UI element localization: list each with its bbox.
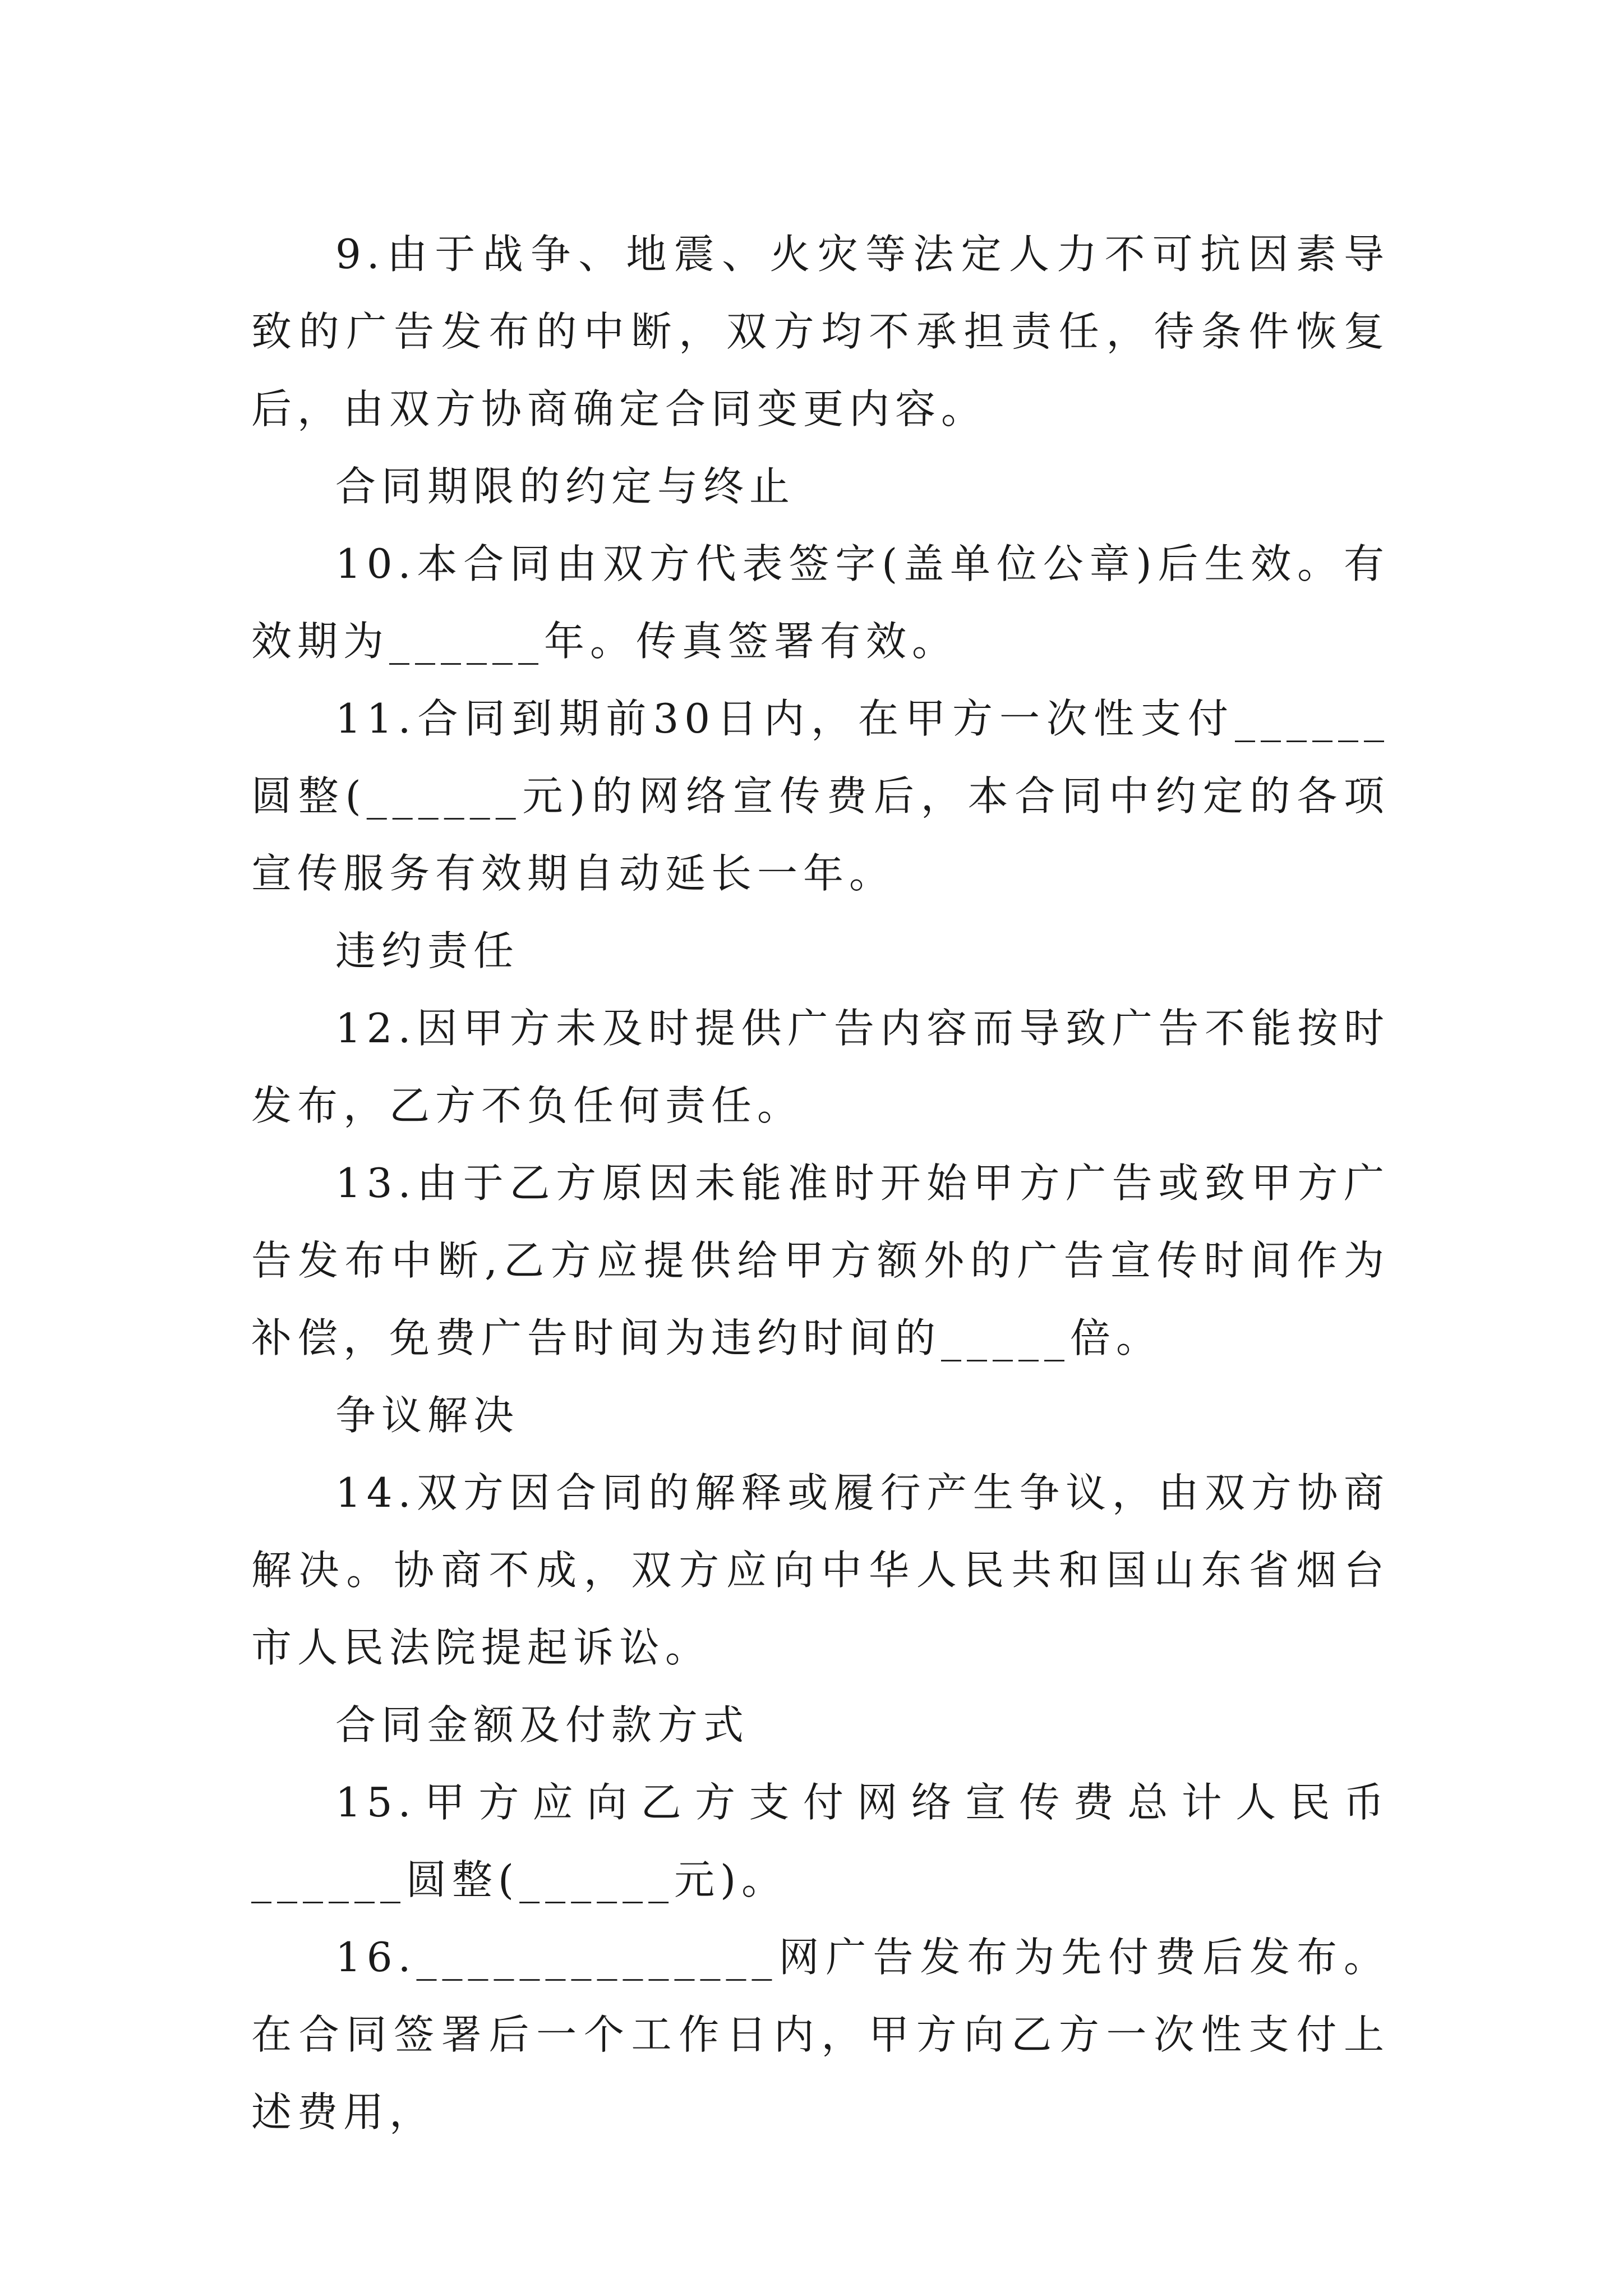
clause-9: 9.由于战争、地震、火灾等法定人力不可抗因素导致的广告发布的中断，双方均不承担责任，待条件恢复后，由双方协商确定合同变更内容。 <box>251 231 1390 432</box>
section-heading-term: 合同期限的约定与终止 <box>335 463 796 510</box>
section-heading-liability: 违约责任 <box>335 927 520 974</box>
section-heading-dispute: 争议解决 <box>335 1392 520 1439</box>
clause-10: 10.本合同由双方代表签字(盖单位公章)后生效。有效期为______年。传真签署有效。 <box>251 540 1390 665</box>
document-body <box>251 215 1390 2151</box>
clause-12: 12.因甲方未及时提供广告内容而导致广告不能按时发布，乙方不负任何责任。 <box>251 1005 1390 1129</box>
clause-14: 14.双方因合同的解释或履行产生争议，由双方协商解决。协商不成，双方应向中华人民共和国山东省烟台市人民法院提起诉讼。 <box>251 1469 1390 1671</box>
clause-13: 13.由于乙方原因未能准时开始甲方广告或致甲方广告发布中断,乙方应提供给甲方额外的广告宣传时间作为补偿，免费广告时间为违约时间的_____倍。 <box>251 1159 1390 1361</box>
section-heading-payment: 合同金额及付款方式 <box>335 1701 750 1749</box>
clause-11: 11.合同到期前30日内，在甲方一次性支付______圆整(______元)的网络宣传费后，本合同中约定的各项宣传服务有效期自动延长一年。 <box>251 695 1390 897</box>
clause-16: 16.______________网广告发布为先付费后发布。在合同签署后一个工作日内，甲方向乙方一次性支付上述费用， <box>251 1934 1390 2136</box>
clause-15: 15.甲方应向乙方支付网络宣传费总计人民币______圆整(______元)。 <box>251 1779 1390 1903</box>
